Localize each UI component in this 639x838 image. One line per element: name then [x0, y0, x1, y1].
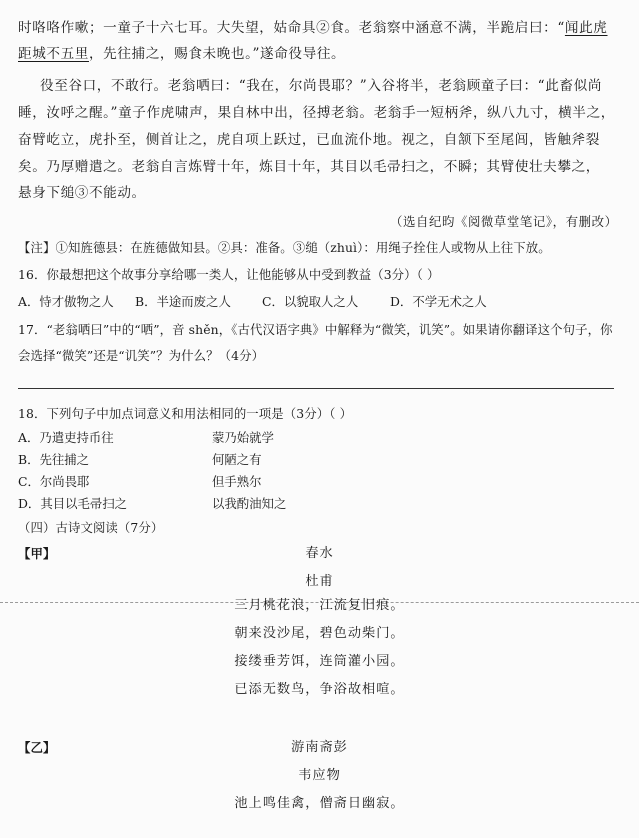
passage-line: [18, 44, 345, 64]
passage-source: （选自纪昀《阅微草堂笔记》，有删改）: [390, 214, 618, 229]
q16-option-b[interactable]: B．半途而废之人: [135, 294, 231, 309]
q18-option-c-right: 但手熟尔: [212, 474, 262, 489]
question-18-stem: 18．下列句子中加点词意义和用法相同的一项是（3分）（ ）: [18, 406, 353, 421]
poem-jia-line: 朝来没沙尾，碧色动柴门。: [234, 626, 405, 641]
question-16-stem: 16．你最想把这个故事分享给哪一类人，让他能够从中受到教益（3分）（ ）: [18, 267, 440, 282]
section-4-heading: （四）古诗文阅读（7分）: [18, 520, 164, 535]
q18-option-a-right: 蒙乃始就学: [212, 430, 274, 445]
q16-option-d[interactable]: D．不学无术之人: [390, 294, 487, 309]
underlined-text: 距城不五里: [18, 46, 89, 62]
annotation-notes: 【注】①知旌德县：在旌德做知县。②具：准备。③缒（zhuì）：用绳子拴住人或物从上往下放。: [18, 240, 551, 255]
q18-option-b-left[interactable]: B．先往捕之: [18, 452, 90, 467]
passage-text: 时咯咯作嗽；一童子十六七耳。大失望，姑命具②食。老翁察中涵意不满，半跪启曰：“: [18, 20, 565, 36]
question-17-line1: 17．“老翁哂曰”中的“哂”，音 shěn，《古代汉语字典》中解释为“微笑，讥笑”。如果请你翻译这个句子，你: [18, 322, 613, 337]
q18-option-b-right: 何陋之有: [212, 452, 262, 467]
passage-text: ，先往捕之，赐食未晚也。”遂命役导往。: [88, 46, 346, 62]
q18-option-c-left[interactable]: C．尔尚畏耶: [18, 474, 90, 489]
q16-option-c[interactable]: C．以貌取人之人: [262, 294, 359, 309]
passage-line: 悬身下缒③不能动。: [18, 185, 146, 201]
q16-option-a[interactable]: A．恃才傲物之人: [18, 294, 114, 309]
poem-jia-line: 已添无数鸟，争浴故相喧。: [234, 682, 405, 697]
poem-jia-title: 春水: [305, 546, 334, 561]
passage-line: [18, 18, 608, 38]
passage-line: 矣。乃厚赠遣之。老翁自言炼臂十年，炼目十年，其目以毛帚扫之，不瞬；其臂使壮夫攀之，: [18, 159, 600, 175]
passage-line: 奋臂屹立，虎扑至，侧首让之，虎自项上跃过，已血流仆地。视之，自颔下至尾闾，皆触斧裂: [18, 132, 600, 148]
underlined-text: 闻此虎: [564, 20, 608, 36]
poem-yi-title: 游南斋彭: [291, 740, 348, 755]
q18-option-a-left[interactable]: A．乃遣吏持币往: [18, 430, 114, 445]
poem-jia-author: 杜甫: [305, 574, 334, 589]
passage-line: 役至谷口，不敢行。老翁哂曰：“我在，尔尚畏耶？”入谷将半，老翁顾童子曰：“此畜似尚: [40, 78, 603, 94]
poem-jia-line: 接缕垂芳饵，连筒灌小园。: [234, 654, 405, 669]
q18-option-d-left[interactable]: D．其目以毛帚扫之: [18, 496, 128, 511]
poem-yi-author: 韦应物: [298, 768, 341, 783]
passage-line: 睡，汝呼之醒。”童子作虎啸声，果自林中出，径搏老翁。老翁手一短柄斧，纵八九寸，横半之，: [18, 105, 615, 121]
answer-line[interactable]: [18, 388, 614, 389]
poem-jia-line: 三月桃花浪，江流复旧痕。: [234, 598, 405, 613]
poem-yi-tag: 【乙】: [18, 740, 56, 755]
poem-jia-tag: 【甲】: [18, 546, 56, 561]
question-17-line2: 会选择“微笑”还是“讥笑”？为什么？（4分）: [18, 348, 265, 363]
q18-option-d-right: 以我酌油知之: [212, 496, 287, 511]
poem-yi-line: 池上鸣佳禽，僧斋日幽寂。: [234, 796, 405, 811]
